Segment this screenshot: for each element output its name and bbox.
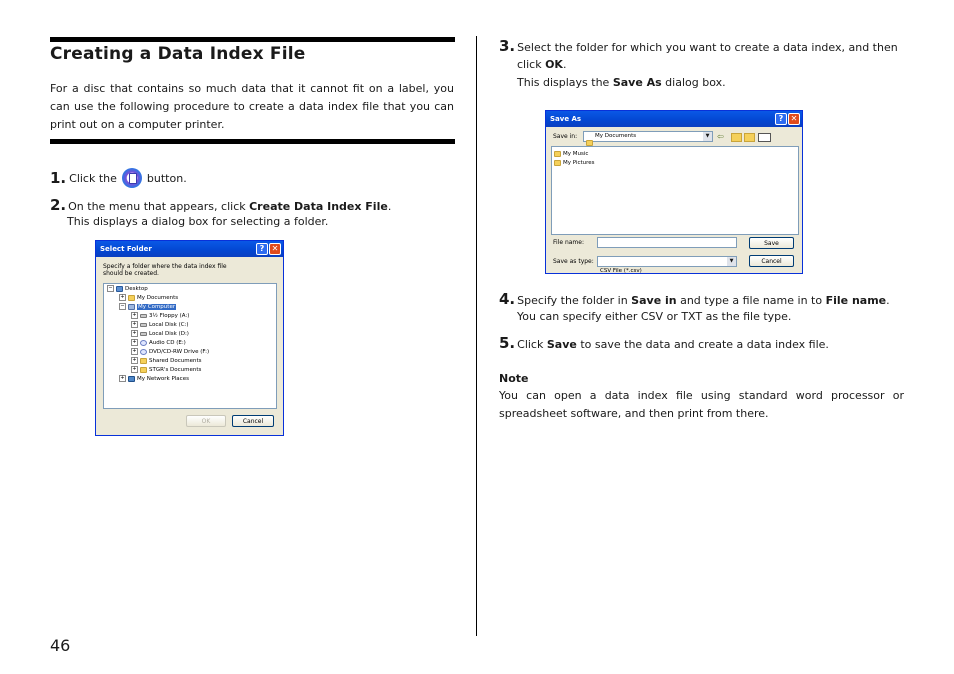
note-text: You can open a data index file using standard word processor or spreadsheet software, and then print from there. xyxy=(499,389,904,420)
cancel-button[interactable]: Cancel xyxy=(232,415,274,427)
expand-icon[interactable]: + xyxy=(132,339,137,345)
chevron-down-icon[interactable]: ▼ xyxy=(703,132,712,141)
tree-item-my-documents[interactable] xyxy=(119,294,178,303)
back-icon[interactable]: ⇦ xyxy=(717,132,724,141)
tree-item-my-computer[interactable] xyxy=(119,303,176,312)
step-4-bold1: Save in xyxy=(631,294,677,307)
file-list[interactable] xyxy=(551,146,799,235)
folder-icon xyxy=(554,160,561,166)
expand-icon[interactable]: + xyxy=(132,321,137,327)
tree-item-shared-documents[interactable] xyxy=(131,357,201,366)
column-divider xyxy=(476,36,477,636)
expand-icon[interactable]: + xyxy=(120,375,125,381)
note-heading: Note xyxy=(499,372,529,385)
step-3-line2-pre: click xyxy=(517,58,546,71)
collapse-icon[interactable]: − xyxy=(120,303,125,309)
tree-item-label: Local Disk (C:) xyxy=(149,322,189,328)
computer-icon xyxy=(128,304,135,310)
save-as-dialog xyxy=(545,110,803,274)
step-3-line2-post: . xyxy=(562,58,567,71)
floppy-icon xyxy=(140,314,147,318)
label-button-icon xyxy=(122,168,142,188)
step-5-bold: Save xyxy=(546,338,577,351)
tree-item-label: My Documents xyxy=(137,295,179,301)
tree-item-desktop[interactable] xyxy=(107,285,148,294)
expand-icon[interactable]: + xyxy=(132,330,137,336)
tree-item-user-documents[interactable] xyxy=(131,366,201,375)
expand-icon[interactable]: + xyxy=(132,366,137,372)
step-3-line2-bold: OK xyxy=(545,58,563,71)
folder-tree[interactable] xyxy=(103,283,277,409)
select-folder-dialog xyxy=(95,240,284,436)
help-icon[interactable]: ? xyxy=(775,113,787,125)
help-icon[interactable]: ? xyxy=(256,243,268,255)
section-divider-rule xyxy=(50,139,455,144)
page-number: 46 xyxy=(50,636,71,655)
file-item-label: My Pictures xyxy=(563,160,595,166)
network-icon xyxy=(128,376,135,382)
step-1 xyxy=(50,166,187,190)
step-2-number: 2. xyxy=(50,196,67,214)
step-3-line3 xyxy=(517,76,726,89)
up-folder-icon[interactable] xyxy=(731,133,742,142)
step-2 xyxy=(50,195,391,214)
tree-item-local-disk-d[interactable] xyxy=(131,330,189,339)
step-2-bold: Create Data Index File xyxy=(249,200,388,213)
drive-icon xyxy=(140,323,147,327)
step-3-number: 3. xyxy=(499,37,516,55)
select-folder-prompt: Specify a folder where the data index file should be created. xyxy=(103,263,227,277)
step-4-line2: You can specify either CSV or TXT as the file type. xyxy=(517,310,792,323)
tree-item-label: My Network Places xyxy=(137,376,189,382)
step-1-number: 1. xyxy=(50,169,67,187)
dvd-icon xyxy=(140,349,147,355)
tree-item-label: 3½ Floppy (A:) xyxy=(149,313,190,319)
save-as-type-dropdown[interactable] xyxy=(597,256,737,274)
step-1-text-pre: Click the xyxy=(69,171,117,185)
save-in-label: Save in: xyxy=(553,133,578,140)
select-folder-title: Select Folder xyxy=(100,245,152,253)
tree-item-label: STGR's Documents xyxy=(149,367,202,373)
cancel-button[interactable]: Cancel xyxy=(749,255,794,267)
file-item-my-music[interactable] xyxy=(554,150,588,159)
tree-item-floppy[interactable] xyxy=(131,312,189,321)
cd-icon xyxy=(140,340,147,346)
step-5-post: to save the data and create a data index file. xyxy=(576,338,829,351)
section-title: Creating a Data Index File xyxy=(50,44,306,64)
save-as-title: Save As xyxy=(550,115,582,123)
step-3-line3-bold: Save As xyxy=(612,76,662,89)
folder-icon xyxy=(140,358,147,364)
expand-icon[interactable]: + xyxy=(132,312,137,318)
tree-item-local-disk-c[interactable] xyxy=(131,321,189,330)
step-1-text-post: button. xyxy=(146,171,187,185)
collapse-icon[interactable]: − xyxy=(108,285,113,291)
desktop-icon xyxy=(116,286,123,292)
step-5 xyxy=(499,333,829,352)
expand-icon[interactable]: + xyxy=(120,294,125,300)
step-5-pre: Click xyxy=(517,338,547,351)
section-top-rule xyxy=(50,37,455,42)
tree-item-audio-cd[interactable] xyxy=(131,339,186,348)
tree-item-label: Shared Documents xyxy=(149,358,202,364)
file-item-label: My Music xyxy=(563,151,589,157)
tree-item-label-selected: My Computer xyxy=(138,304,176,310)
step-4-post: . xyxy=(886,294,890,307)
save-as-titlebar xyxy=(546,111,802,127)
step-3-line3-pre: This displays the xyxy=(517,76,613,89)
select-folder-titlebar xyxy=(96,241,283,257)
drive-icon xyxy=(140,332,147,336)
step-4-number: 4. xyxy=(499,290,516,308)
ok-button[interactable]: OK xyxy=(186,415,226,427)
save-in-value: My Documents xyxy=(595,133,637,139)
tree-item-label: Desktop xyxy=(125,286,148,292)
step-4-pre: Specify the folder in xyxy=(517,294,632,307)
folder-icon xyxy=(128,295,135,301)
tree-item-dvd-drive[interactable] xyxy=(131,348,209,357)
save-as-type-label: Save as type: xyxy=(553,258,594,265)
step-3-line1: Select the folder for which you want to create a data index, and then xyxy=(517,41,898,54)
tree-item-label: DVD/CD-RW Drive (F:) xyxy=(149,349,210,355)
view-menu-icon[interactable] xyxy=(758,133,771,142)
tree-item-network-places[interactable] xyxy=(119,375,189,384)
close-icon[interactable]: ✕ xyxy=(269,243,281,255)
step-3 xyxy=(499,36,898,55)
step-3-line2 xyxy=(517,58,566,71)
file-name-input[interactable] xyxy=(597,237,737,248)
step-4 xyxy=(499,289,890,308)
expand-icon[interactable]: + xyxy=(132,357,137,363)
step-4-bold2: File name xyxy=(825,294,887,307)
step-2-text-pre: On the menu that appears, click xyxy=(68,200,250,213)
expand-icon[interactable]: + xyxy=(132,348,137,354)
save-in-dropdown[interactable] xyxy=(583,131,713,142)
folder-icon xyxy=(554,151,561,157)
intro-paragraph: For a disc that contains so much data that it cannot fit on a label, you can use the following procedure to create a data index file that you can print out on a computer printer. xyxy=(50,82,454,131)
step-5-number: 5. xyxy=(499,334,516,352)
step-2-text-post: . xyxy=(387,200,392,213)
file-name-label: File name: xyxy=(553,239,584,246)
step-4-mid: and type a file name in to xyxy=(676,294,826,307)
tree-item-label: Audio CD (E:) xyxy=(149,340,186,346)
save-button[interactable]: Save xyxy=(749,237,794,249)
tree-item-label: Local Disk (D:) xyxy=(149,331,189,337)
save-as-type-value: CSV File (*.csv) xyxy=(600,268,642,274)
file-item-my-pictures[interactable] xyxy=(554,159,595,168)
chevron-down-icon[interactable]: ▼ xyxy=(727,257,736,266)
folder-icon xyxy=(140,367,147,373)
step-3-line3-post: dialog box. xyxy=(661,76,726,89)
new-folder-icon[interactable] xyxy=(744,133,755,142)
close-icon[interactable]: ✕ xyxy=(788,113,800,125)
step-2-line2: This displays a dialog box for selecting a folder. xyxy=(67,215,329,228)
